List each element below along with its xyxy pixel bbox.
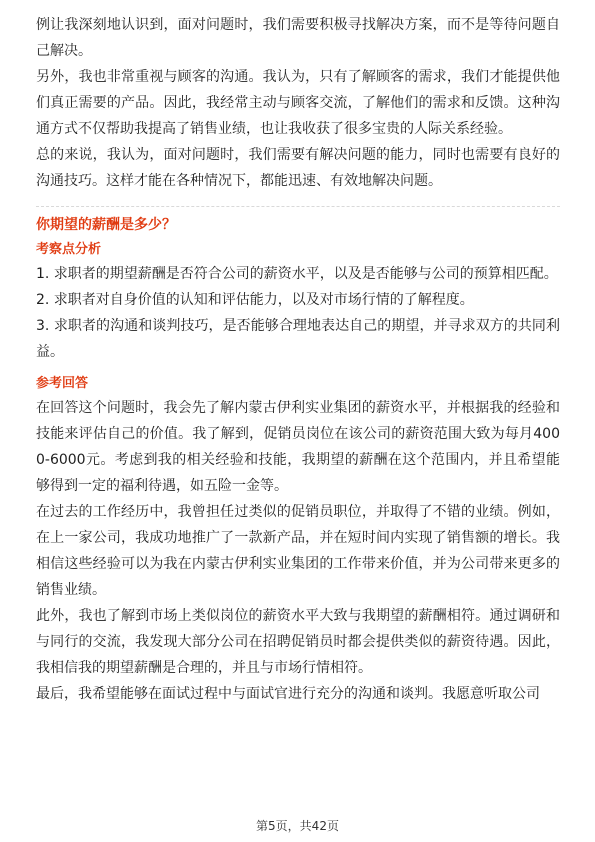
answer-paragraph-2: 在过去的工作经历中，我曾担任过类似的促销员职位，并取得了不错的业绩。例如，在上一家公司，我成功地推广了一款新产品，并在短时间内实现了销售额的增长。我相信这些经验可以为我在内蒙古伊利实业集团的工作带来价值，并为公司带来更多的销售业绩。 bbox=[36, 504, 560, 598]
answer-paragraph-3: 此外，我也了解到市场上类似岗位的薪资水平大致与我期望的薪酬相符。通过调研和与同行的交流，我发现大部分公司在招聘促销员时都会提供类似的薪资待遇。因此，我相信我的期望薪酬是合理的，并且与市场行情相符。 bbox=[36, 608, 560, 676]
document-page bbox=[36, 12, 560, 707]
section-divider bbox=[36, 206, 560, 207]
analysis-heading: 考察点分析 bbox=[36, 242, 102, 257]
analysis-item-3: 3. 求职者的沟通和谈判技巧，是否能够合理地表达自己的期望，并寻求双方的共同利益。 bbox=[36, 318, 560, 360]
answer-paragraph-1: 在回答这个问题时，我会先了解内蒙古伊利实业集团的薪资水平，并根据我的经验和技能来评估自己的价值。我了解到，促销员岗位在该公司的薪资范围大致为每月4000-6000元。考虑到我的相关经验和技能，我期望的薪酬在这个范围内，并且希望能够得到一定的福利待遇，如五险一金等。 bbox=[36, 400, 560, 494]
answer-heading: 参考回答 bbox=[36, 376, 89, 391]
analysis-item-2: 2. 求职者对自身价值的认知和评估能力，以及对市场行情的了解程度。 bbox=[36, 292, 474, 308]
intro-paragraph-1: 例让我深刻地认识到，面对问题时，我们需要积极寻找解决方案，而不是等待问题自己解决。 bbox=[36, 17, 560, 59]
analysis-item-1: 1. 求职者的期望薪酬是否符合公司的薪资水平，以及是否能够与公司的预算相匹配。 bbox=[36, 266, 558, 282]
answer-paragraph-4: 最后，我希望能够在面试过程中与面试官进行充分的沟通和谈判。我愿意听取公司 bbox=[36, 686, 540, 702]
question-heading: 你期望的薪酬是多少？ bbox=[36, 217, 176, 233]
intro-paragraph-3: 总的来说，我认为，面对问题时，我们需要有解决问题的能力，同时也需要有良好的沟通技巧。这样才能在各种情况下，都能迅速、有效地解决问题。 bbox=[36, 147, 560, 189]
intro-paragraph-2: 另外，我也非常重视与顾客的沟通。我认为，只有了解顾客的需求，我们才能提供他们真正需要的产品。因此，我经常主动与顾客交流，了解他们的需求和反馈。这种沟通方式不仅帮助我提高了销售业绩，也让我收获了很多宝贵的人际关系经验。 bbox=[36, 69, 560, 137]
page-number-footer: 第5页，共42页 bbox=[256, 819, 339, 833]
